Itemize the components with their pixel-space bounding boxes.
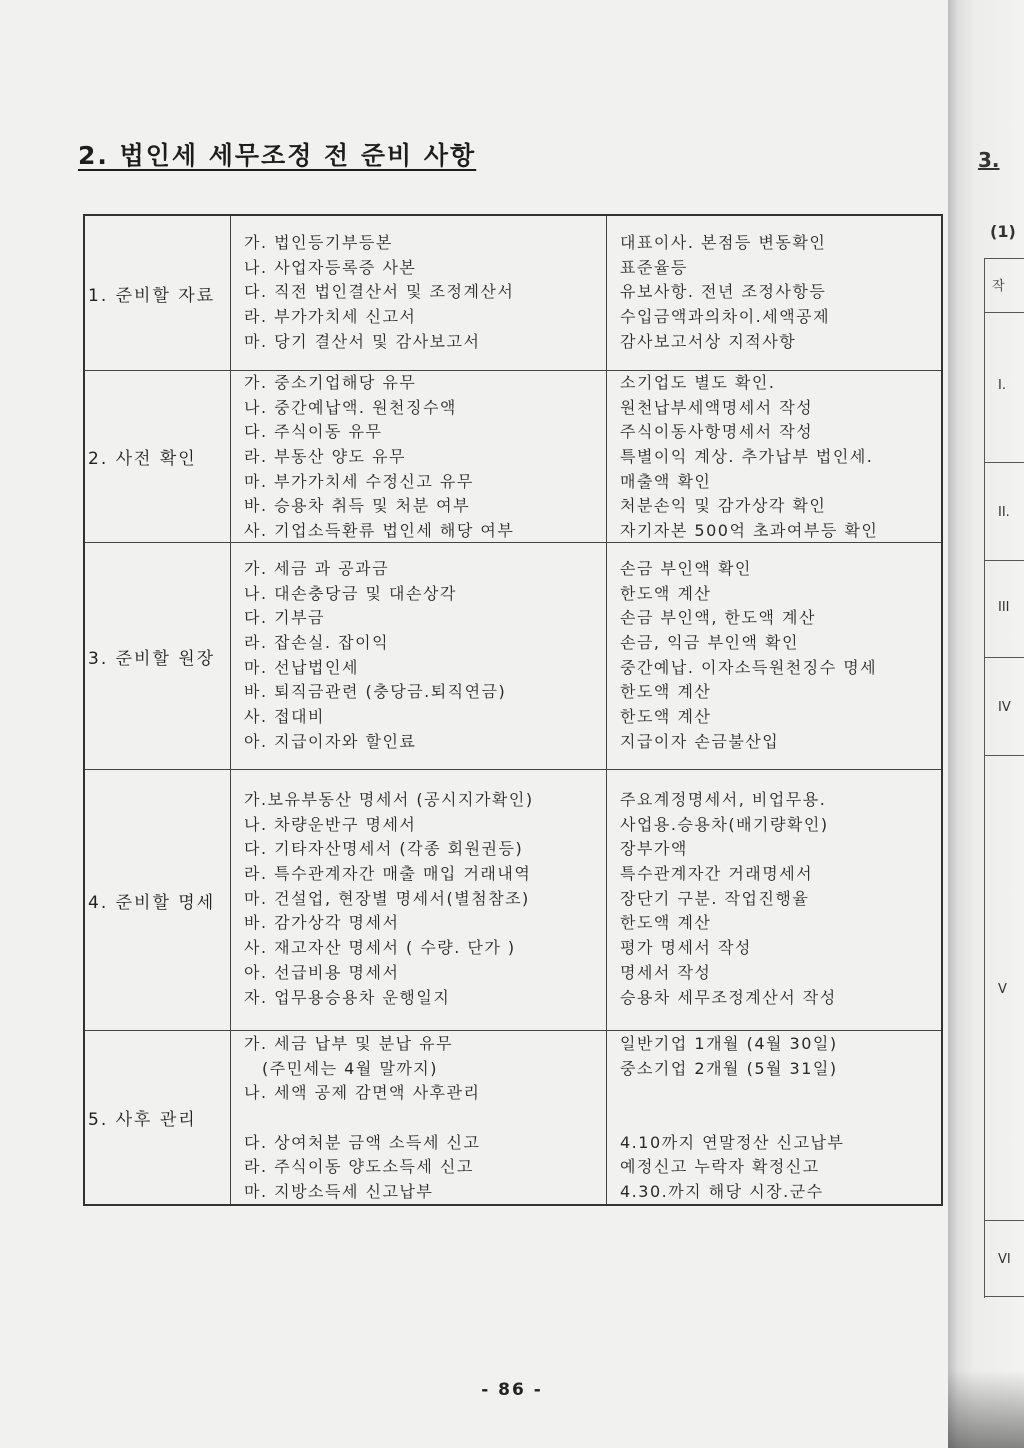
item-line: 마. 지방소득세 신고납부 [244, 1182, 434, 1202]
note-line: 4.30.까지 해당 시장.군수 [620, 1182, 824, 1202]
facing-rule [984, 560, 1024, 561]
facing-roman: II. [998, 505, 1010, 520]
note-line: 소기업도 별도 확인. [620, 373, 776, 392]
item-line: 가. 세금 과 공과금 [244, 559, 390, 578]
note-line: 중소기업 2개월 (5월 31일) [620, 1058, 838, 1078]
facing-subheading: (1) [990, 222, 1016, 241]
item-line: 다. 기타자산명세서 (각종 회원권등) [244, 839, 524, 859]
note-line: 원천납부세액명세서 작성 [620, 397, 814, 417]
item-line: 라. 잡손실. 잡이익 [244, 633, 390, 653]
note-line: 한도액 계산 [620, 583, 712, 603]
facing-roman: VI [998, 1252, 1011, 1267]
table-row [85, 542, 941, 769]
page-title: 2. 법인세 세무조정 전 준비 사항 [78, 141, 477, 170]
facing-roman: IV [998, 700, 1011, 715]
note-line: 명세서 작성 [620, 962, 712, 982]
facing-roman: I. [998, 378, 1006, 393]
item-line: 나. 사업자등록증 사본 [244, 257, 417, 277]
item-line: 라. 주식이동 양도소득세 신고 [244, 1157, 474, 1177]
item-line: 아. 지급이자와 할인료 [244, 731, 417, 751]
items-cell [231, 216, 607, 370]
note-line: 표준율등 [620, 257, 688, 277]
note-line: 감사보고서상 지적사항 [620, 331, 797, 351]
note-line: 승용차 세무조정계산서 작성 [620, 987, 837, 1007]
note-line: 대표이사. 본점등 변동확인 [620, 233, 827, 252]
notes-cell [607, 1031, 941, 1204]
note-line: 유보사항. 전년 조정사항등 [620, 282, 827, 302]
note-line: 중간예납. 이자소득원천징수 명세 [620, 657, 878, 677]
note-line: 한도액 계산 [620, 913, 712, 933]
item-line: 나. 세액 공제 감면액 사후관리 [244, 1083, 481, 1103]
item-line: 다. 상여처분 금액 소득세 신고 [244, 1132, 481, 1152]
item-line [244, 1106, 606, 1131]
item-line: 나. 차량운반구 명세서 [244, 814, 417, 834]
item-line: 나. 중간예납액. 원천징수액 [244, 397, 457, 417]
item-line: 다. 주식이동 유무 [244, 422, 383, 442]
facing-column-label: 작 [992, 279, 1005, 294]
page-number: - 86 - [481, 1380, 543, 1400]
note-line: 일반기업 1개월 (4월 30일) [620, 1034, 838, 1053]
facing-rule [984, 755, 1024, 756]
prep-table [83, 214, 943, 1206]
note-line: 주요계정명세서, 비업무용. [620, 790, 827, 809]
item-line: 가. 세금 납부 및 분납 유무 [244, 1034, 454, 1053]
items-cell [231, 371, 607, 542]
item-line: 라. 특수관계자간 매출 매입 거래내역 [244, 864, 532, 884]
notes-cell [607, 371, 941, 542]
note-line [620, 1106, 941, 1131]
note-line: 특별이익 계상. 추가납부 법인세. [620, 447, 874, 467]
item-line: 바. 승용차 취득 및 처분 여부 [244, 496, 471, 516]
facing-roman: V [998, 982, 1007, 997]
item-line: 바. 퇴직금관련 (충당금.퇴직연금) [244, 682, 507, 702]
binding-shadow [948, 1370, 1024, 1448]
facing-roman: III [998, 600, 1010, 615]
facing-page-edge [948, 0, 1024, 1448]
table-row [85, 769, 941, 1030]
item-line: 나. 대손충당금 및 대손상각 [244, 583, 457, 603]
note-line: 장부가액 [620, 839, 688, 859]
items-cell [231, 1031, 607, 1204]
item-line: 마. 선납법인세 [244, 657, 359, 677]
note-line: 사업용.승용차(배기량확인) [620, 814, 829, 834]
table-row [85, 216, 941, 370]
item-line: 마. 부가가치세 수정신고 유무 [244, 471, 474, 491]
facing-rule [984, 258, 985, 1298]
note-line: 특수관계자간 거래명세서 [620, 864, 814, 884]
notes-cell [607, 216, 941, 370]
item-line: 마. 당기 결산서 및 감사보고서 [244, 331, 481, 351]
category-cell: 1. 준비할 자료 [85, 216, 231, 370]
item-line: 사. 기업소득환류 법인세 해당 여부 [244, 521, 515, 541]
items-cell [231, 770, 607, 1030]
facing-rule [984, 462, 1024, 463]
facing-rule [984, 312, 1024, 313]
item-line: 마. 건설업, 현장별 명세서(별첨참조) [244, 888, 530, 908]
item-line: 사. 재고자산 명세서 ( 수량. 단가 ) [244, 938, 516, 958]
item-line: 아. 선급비용 명세서 [244, 962, 400, 982]
facing-rule [984, 258, 1024, 259]
category-cell: 2. 사전 확인 [85, 371, 231, 542]
item-line: 자. 업무용승용차 운행일지 [244, 987, 451, 1007]
note-line: 손금, 익금 부인액 확인 [620, 633, 799, 653]
note-line: 주식이동사항명세서 작성 [620, 422, 814, 442]
item-line: 다. 직전 법인결산서 및 조정계산서 [244, 282, 515, 302]
note-line: 예정신고 누락자 확정신고 [620, 1157, 820, 1177]
note-line: 평가 명세서 작성 [620, 938, 752, 958]
items-cell [231, 543, 607, 769]
note-line: 4.10까지 연말정산 신고납부 [620, 1132, 845, 1152]
item-line: 가.보유부동산 명세서 (공시지가확인) [244, 790, 534, 809]
note-line: 한도액 계산 [620, 682, 712, 702]
item-line: 라. 부가가치세 신고서 [244, 307, 417, 327]
facing-rule [984, 657, 1024, 658]
note-line: 처분손익 및 감가상각 확인 [620, 496, 827, 516]
note-line: 지급이자 손금불산입 [620, 731, 780, 751]
item-line: (주민세는 4월 말까지) [262, 1058, 438, 1078]
table-row [85, 370, 941, 542]
facing-rule [984, 1296, 1024, 1297]
item-line: 사. 접대비 [244, 707, 325, 727]
item-line: 바. 감가상각 명세서 [244, 913, 400, 933]
note-line [620, 1081, 941, 1106]
category-cell: 3. 준비할 원장 [85, 543, 231, 769]
category-cell: 5. 사후 관리 [85, 1031, 231, 1204]
notes-cell [607, 770, 941, 1030]
note-line: 수입금액과의차이.세액공제 [620, 307, 831, 327]
note-line: 매출액 확인 [620, 471, 712, 491]
facing-rule [984, 1220, 1024, 1221]
note-line: 손금 부인액 확인 [620, 559, 752, 578]
note-line: 손금 부인액, 한도액 계산 [620, 608, 816, 628]
category-cell: 4. 준비할 명세 [85, 770, 231, 1030]
item-line: 다. 기부금 [244, 608, 325, 628]
note-line: 장단기 구분. 작업진행율 [620, 888, 810, 908]
item-line: 가. 법인등기부등본 [244, 233, 393, 252]
facing-heading: 3. [978, 148, 1000, 172]
note-line: 한도액 계산 [620, 707, 712, 727]
notes-cell [607, 543, 941, 769]
table-row [85, 1030, 941, 1204]
note-line: 자기자본 500억 초과여부등 확인 [620, 521, 879, 541]
item-line: 라. 부동산 양도 유무 [244, 447, 406, 467]
item-line: 가. 중소기업해당 유무 [244, 373, 417, 392]
